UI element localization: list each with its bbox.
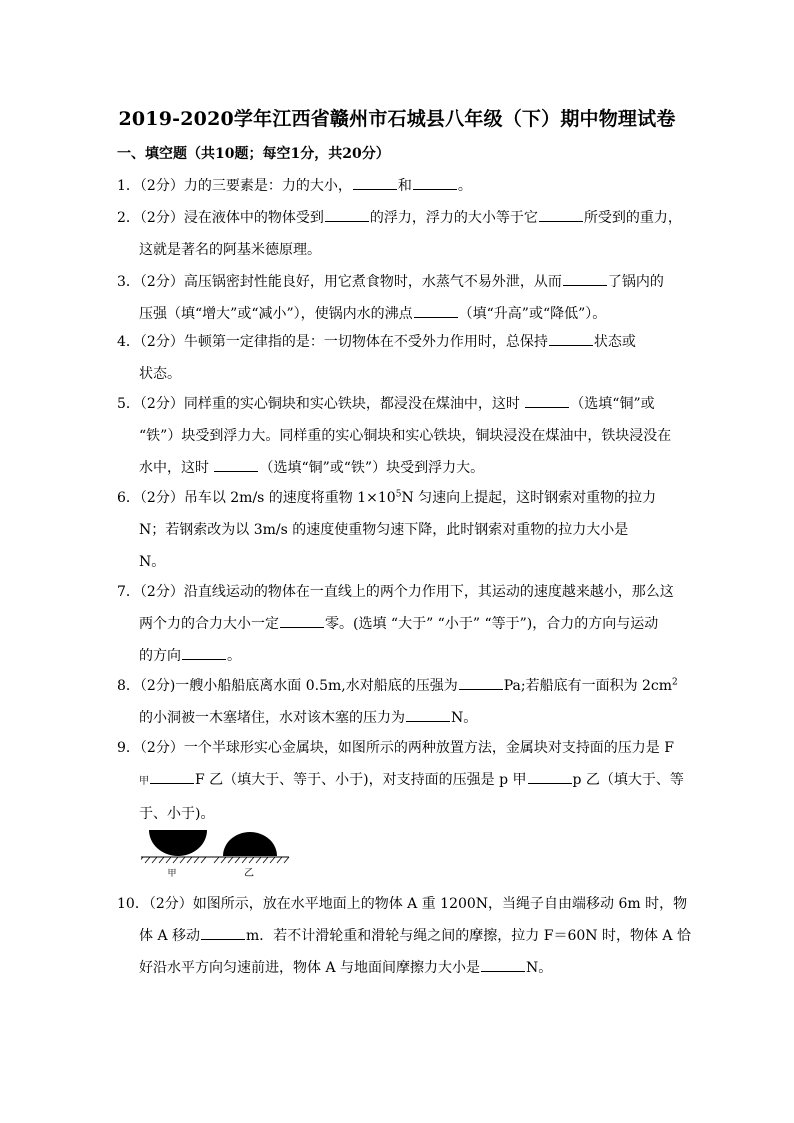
answer-blank[interactable]	[528, 769, 572, 784]
hemisphere-figure	[141, 826, 291, 878]
answer-blank[interactable]	[525, 393, 569, 408]
question-8: 8．（2分)一艘小船船底离水面 0.5m,水对船底的压强为 Pa;若船底有一面积为 $2cm^2$ 的小洞被一木塞堵住，水对该木塞的压力为 N。	[117, 670, 682, 734]
answer-blank[interactable]	[481, 957, 525, 972]
answer-blank[interactable]	[182, 645, 226, 660]
question-7: 7．（2分）沿直线运动的物体在一直线上的两个力作用下，其运动的速度越来越小，那么这 两个力的合力大小一定 零。(选填 “大于” “小于” “等于”)，合力的方向与运动 的方向 。	[117, 584, 674, 664]
answer-blank[interactable]	[201, 925, 245, 940]
hemisphere-b	[223, 832, 277, 856]
answer-blank[interactable]	[563, 271, 607, 286]
ground-hatching	[141, 857, 289, 863]
hemisphere-a	[149, 830, 207, 856]
answer-blank[interactable]	[413, 175, 457, 190]
question-9: 9．（2分）一个半球形实心金属块，如图所示的两种放置方法，金属块对支持面的压力是 F 甲 F 乙（填大于、等于、小于)，对支持面的压强是 p 甲 p 乙（填大于、等 于、小于)。	[117, 740, 684, 822]
page-title: 2019-2020学年江西省赣州市石城县八年级（下）期中物理试卷	[118, 108, 676, 130]
question-5: 5．（2分）同样重的实心铜块和实心铁块，都浸没在煤油中，这时 （选填“铜”或 “铁”）块受到浮力大。同样重的实心铜块和实心铁块，铜块浸没在煤油中，铁块浸没在 水中，这时 （选填“铜”或“铁”）块受到浮力大。	[117, 388, 682, 484]
answer-blank[interactable]	[150, 769, 194, 784]
answer-blank[interactable]	[414, 303, 458, 318]
answer-blank[interactable]	[214, 457, 258, 472]
question-10: 10．（2分）如图所示，放在水平地面上的物体 A 重 1200N，当绳子自由端移动 6m 时，物 体 A 移动 m．若不计滑轮重和滑轮与绳之间的摩擦，拉力 F＝60N 时，物体 A 恰 好沿水平方向匀速前进，物体 A 与地面间摩擦力大小是 N。	[117, 896, 691, 976]
answer-blank[interactable]	[353, 175, 397, 190]
answer-blank[interactable]	[325, 207, 369, 222]
question-2: 2．（2分）浸在液体中的物体受到 的浮力，浮力的大小等于它 所受到的重力， 这就是著名的阿基米德原理。	[117, 202, 682, 266]
question-3: 3．（2分）高压锅密封性能良好，用它煮食物时，水蒸气不易外泄，从而 了锅内的 压强（填“增大”或“减小”），使锅内水的沸点 （填“升高”或“降低”）。	[117, 266, 682, 330]
question-4: 4．（2分）牛顿第一定律指的是：一切物体在不受外力作用时，总保持 状态或 状态。	[117, 326, 682, 390]
answer-blank[interactable]	[280, 613, 324, 628]
question-6: 6．（2分）吊车以 2m/s 的速度将重物 $1\times 10^5N$ 匀速向上提起，这时钢索对重物的拉力 N；若钢索改为以 3m/s 的速度使重物匀速下降，此时钢索对重物的拉力大小是 N。	[117, 489, 657, 570]
answer-blank[interactable]	[539, 207, 583, 222]
section-heading: 一、填空题（共10题；每空1分，共20分）	[117, 146, 390, 162]
answer-blank[interactable]	[406, 707, 450, 722]
answer-blank[interactable]	[549, 331, 593, 346]
figure-label-b: 乙	[244, 868, 254, 878]
figure-label-a: 甲	[167, 869, 177, 878]
question-1: 1．（2分）力的三要素是：力的大小， 和 。	[117, 170, 682, 202]
answer-blank[interactable]	[459, 675, 503, 690]
